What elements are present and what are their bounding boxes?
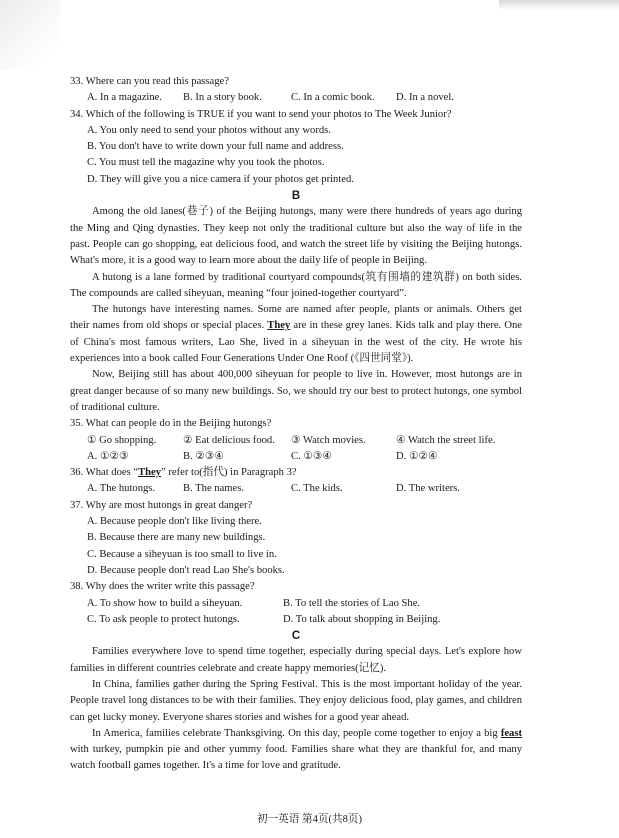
choice-item: ① Go shopping.: [87, 434, 157, 446]
question-37-stem: 37. Why are most hutongs in great danger?: [70, 499, 253, 511]
option: B. In a story book.: [183, 92, 262, 104]
option: A. The hutongs.: [87, 483, 156, 495]
stem-text: 36. What does “: [70, 467, 139, 479]
question-34-stem: 34. Which of the following is TRUE if you want to send your photos to The Week Junior?: [70, 108, 452, 120]
underlined-word-feast: feast: [500, 727, 522, 739]
question-38-options-row-2: [70, 612, 522, 628]
passage-b-paragraph-2: A hutong is a lane formed by traditional courtyard compounds(筑有围墙的建筑群) on both sides. The compounds are called siheyuan, meaning “four joined-together courtyard”.: [70, 271, 522, 299]
passage-b-paragraph-1: Among the old lanes(巷子) of the Beijing hutongs, many were there hundreds of years ago during the Ming and Qing dynasties. They keep not only the traditional culture but also the way of life in the past. People can go shopping, eat delicious food, and watch the street life by visiting the Beijing hutongs. What's more, it is a good way to learn more about the daily life of people in Beijing.: [70, 206, 522, 267]
page-footer: 初一英语 第4页(共8页): [256, 814, 363, 825]
option: C. To ask people to protect hutongs.: [87, 613, 240, 625]
option: B. To tell the stories of Lao She.: [283, 597, 421, 609]
option: D. To talk about shopping in Beijing.: [283, 613, 441, 625]
paragraph-text: with turkey, pumpkin pie and other yummy food. Families share what they are thankful for, and many watch football games together. It's a time for love and gratitude.: [70, 744, 522, 772]
scan-shadow: [499, 0, 619, 10]
option: B. You don't have to write down your full name and address.: [87, 141, 344, 153]
underlined-word-they: They: [267, 320, 291, 332]
option: C. You must tell the magazine why you took the photos.: [87, 157, 325, 169]
stem-text: ” refer to(指代) in Paragraph 3?: [161, 467, 297, 479]
option: D. In a novel.: [396, 92, 454, 104]
option: B. The names.: [183, 483, 245, 495]
question-36-options: [70, 481, 522, 497]
passage-c-paragraph-3: [70, 726, 522, 775]
passage-c-paragraph-2: In China, families gather during the Spring Festival. This is the most important holiday of the year. People travel long distances to be with their families. They enjoy delicious food, play games, and children can get lucky money. Everyone shares stories and wishes for a good year ahead.: [70, 678, 522, 723]
option: D. They will give you a nice camera if your photos get printed.: [87, 173, 354, 185]
option: A. To show how to build a siheyuan.: [87, 597, 243, 609]
question-33-stem: 33. Where can you read this passage?: [70, 76, 229, 87]
option: C. Because a siheyuan is too small to live in.: [87, 548, 277, 560]
option: A. In a magazine.: [87, 92, 163, 104]
scan-shadow: [0, 0, 60, 70]
option: C. ①③④: [291, 450, 332, 462]
question-38-stem: 38. Why does the writer write this passage?: [70, 581, 255, 593]
paragraph-text: The hutongs have interesting names. Some are named after people, plants or animals. Others get their names from old shops or special places.: [70, 304, 522, 332]
question-33-options: [70, 90, 522, 106]
option: A. Because people don't like living there.: [87, 516, 262, 528]
option: B. Because there are many new buildings.: [87, 532, 266, 544]
option: A. ①②③: [87, 450, 129, 462]
option: D. ①②④: [396, 450, 438, 462]
option: C. The kids.: [291, 483, 343, 495]
option: A. You only need to send your photos without any words.: [87, 124, 331, 136]
question-35-options: [70, 449, 522, 465]
passage-b-paragraph-4: Now, Beijing still has about 400,000 siheyuan for people to live in. However, most hutongs are in great danger because of so many new buildings. So, we should try our best to protect hutongs, one symbol of traditional culture.: [70, 369, 522, 413]
option: D. The writers.: [396, 483, 460, 495]
option: C. In a comic book.: [291, 92, 375, 104]
question-36-stem: [70, 465, 522, 481]
passage-c-paragraph-1: Families everywhere love to spend time together, especially during special days. Let's explore how families in different countries celebrate and create happy memories(记忆).: [70, 646, 522, 674]
section-b-heading: B: [291, 190, 301, 203]
choice-item: ③ Watch movies.: [291, 434, 366, 446]
underlined-word-they: They: [138, 467, 162, 479]
choice-item: ④ Watch the street life.: [396, 434, 496, 446]
question-38-options-row-1: [70, 596, 522, 612]
paragraph-text: In America, families celebrate Thanksgiving. On this day, people come together to enjoy a big: [92, 727, 501, 739]
paragraph-text: are in these grey lanes. Kids talk and play there. One of China's most famous writers, Lao She, lived in a siheyuan in the west of the city. He wrote his experiences into a book called Four Generations Under One Roof (《四世同堂》).: [70, 320, 522, 365]
passage-b-paragraph-3: [70, 302, 522, 367]
option: D. Because people don't read Lao She's books.: [87, 564, 285, 576]
choice-item: ② Eat delicious food.: [183, 434, 275, 446]
page-content: [70, 74, 522, 775]
question-35-items: [70, 433, 522, 449]
option: B. ②③④: [183, 450, 224, 462]
question-35-stem: 35. What can people do in the Beijing hutongs?: [70, 418, 272, 430]
section-c-heading: C: [291, 630, 301, 643]
